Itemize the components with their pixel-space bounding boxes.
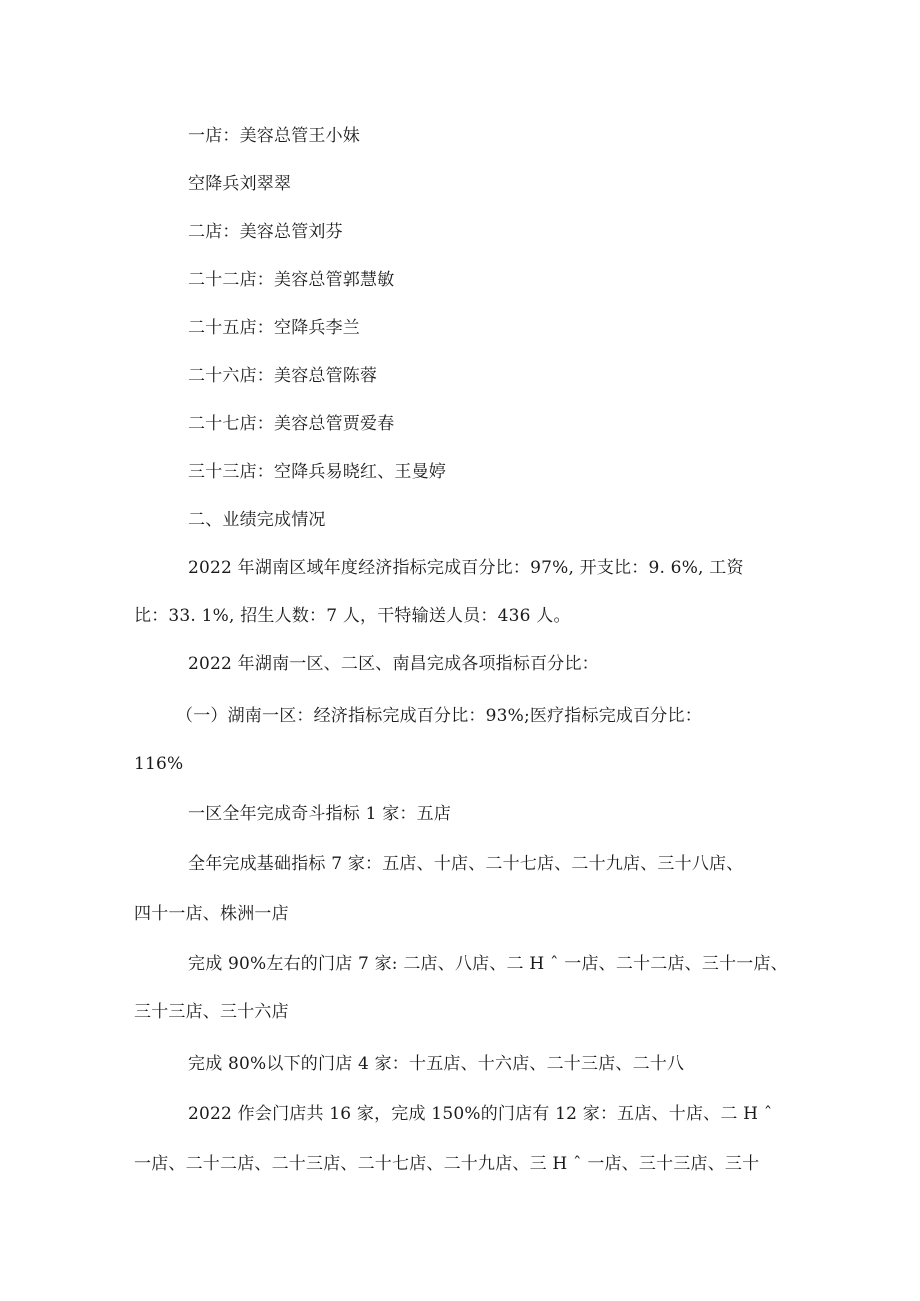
staff-line-7: 二十七店：美容总管贾爱春 (188, 414, 395, 434)
summary-line-2: 比：33. 1%, 招生人数：7 人，干特输送人员：436 人。 (134, 606, 571, 626)
region1-line-1: （一）湖南一区：经济指标完成百分比：93%;医疗指标完成百分比： (176, 706, 702, 726)
region1-line-5: 四十一店、株洲一店 (134, 904, 289, 924)
staff-line-8: 三十三店：空降兵易晓红、王曼婷 (188, 462, 446, 482)
region1-line-8: 完成 80%以下的门店 4 家：十五店、十六店、二十三店、二十八 (188, 1054, 685, 1074)
staff-line-3: 二店：美容总管刘芬 (188, 222, 343, 242)
region1-line-6: 完成 90%左右的门店 7 家: 二店、八店、二 H ˆ 一店、二十二店、三十一店、 (188, 954, 788, 974)
region1-line-10: 一店、二十二店、二十三店、二十七店、二十九店、三 H ˆ 一店、三十三店、三十 (134, 1154, 760, 1174)
region1-line-2: 116% (134, 754, 184, 774)
staff-line-5: 二十五店：空降兵李兰 (188, 318, 360, 338)
staff-line-4: 二十二店：美容总管郭慧敏 (188, 270, 395, 290)
summary-line-1: 2022 年湖南区域年度经济指标完成百分比：97%, 开支比：9. 6%, 工资 (188, 558, 744, 578)
region1-line-9: 2022 作会门店共 16 家，完成 150%的门店有 12 家：五店、十店、二 H ˆ (188, 1104, 773, 1124)
summary-line-3: 2022 年湖南一区、二区、南昌完成各项指标百分比： (188, 654, 599, 674)
section-heading: 二、业绩完成情况 (188, 510, 326, 530)
staff-line-2: 空降兵刘翠翠 (188, 174, 292, 194)
staff-line-6: 二十六店：美容总管陈蓉 (188, 366, 378, 386)
staff-line-1: 一店：美容总管王小妹 (188, 126, 360, 146)
region1-line-4: 全年完成基础指标 7 家：五店、十店、二十七店、二十九店、三十八店、 (188, 854, 744, 874)
region1-line-3: 一区全年完成奇斗指标 1 家：五店 (188, 804, 452, 824)
region1-line-7: 三十三店、三十六店 (134, 1002, 289, 1022)
